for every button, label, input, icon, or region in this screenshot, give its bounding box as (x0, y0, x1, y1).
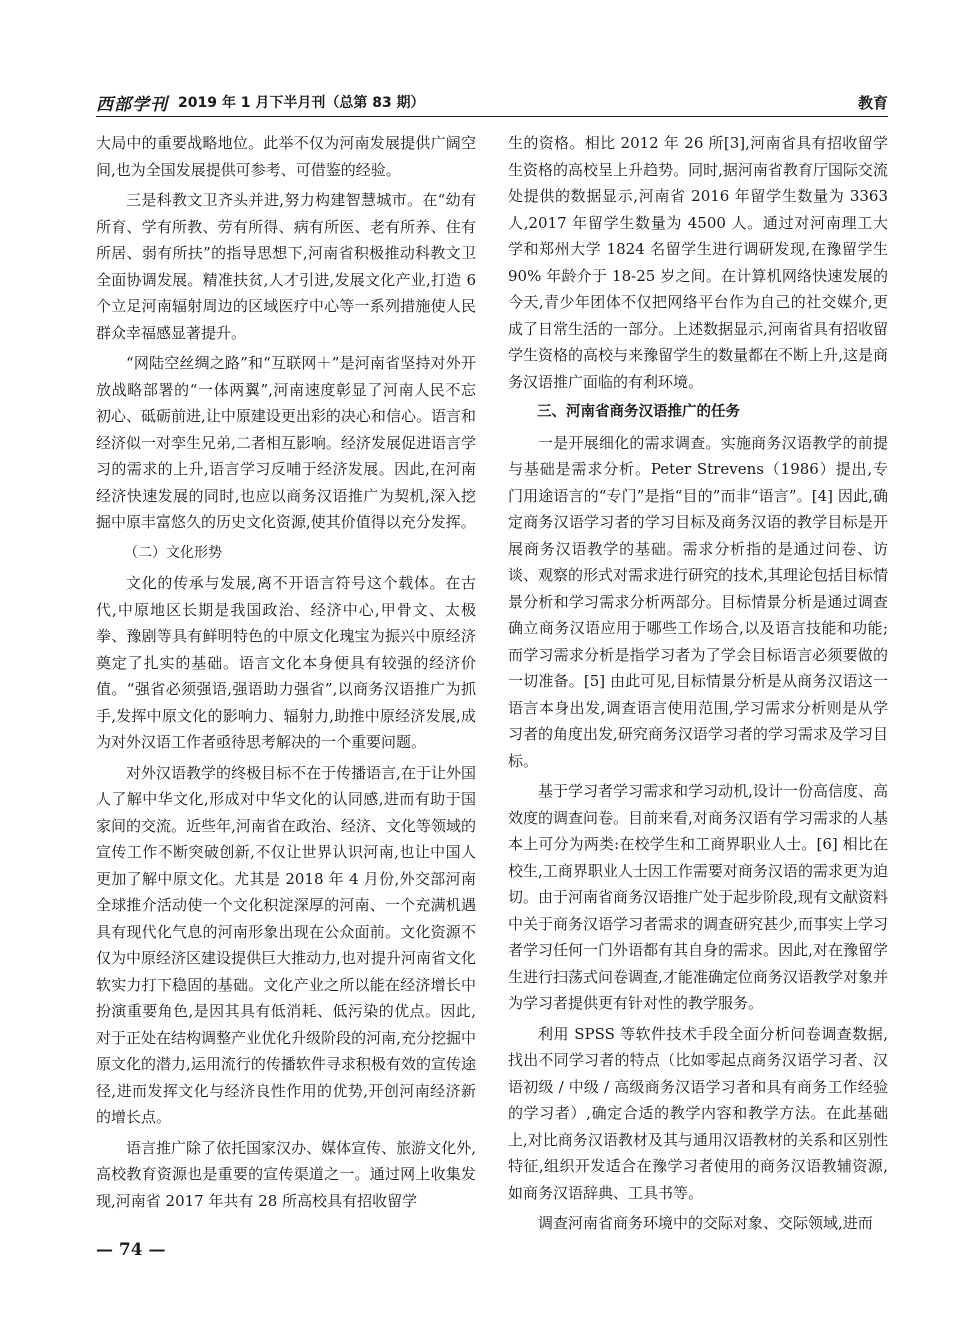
paragraph: “网陆空丝绸之路”和“互联网＋”是河南省坚持对外开放战略部署的“一体两翼”,河南速度彰显了河南人民不忘初心、砥砺前进,让中原建设更出彩的决心和信心。语言和经济似一对孪生兄弟,二者相互影响。经济发展促进语言学习的需求的上升,语言学习反哺于经济发展。因此,在河南经济快速发展的同时,也应以商务汉语推广为契机,深入挖掘中原丰富悠久的历史文化资源,使其价值得以充分发挥。 (96, 354, 476, 531)
paragraph: 调查河南省商务环境中的交际对象、交际领域,进而 (538, 1214, 873, 1232)
paragraph: 文化的传承与发展,离不开语言符号这个载体。在古代,中原地区长期是我国政治、经济中心,甲骨文、太极拳、豫剧等具有鲜明特色的中原文化瑰宝为振兴中原经济奠定了扎实的基础。语言文化本身便具有较强的经济价值。“强省必须强语,强语助力强省”,以商务汉语推广为抓手,发挥中原文化的影响力、辐射力,助推中原经济发展,成为对外汉语工作者亟待思考解决的一个重要问题。 (96, 574, 476, 751)
paragraph: 语言推广除了依托国家汉办、媒体宣传、旅游文化外,高校教育资源也是重要的宣传渠道之一。通过网上收集发现,河南省 2017 年共有 28 所高校具有招收留学 (96, 1138, 476, 1210)
page-number: — 74 — (96, 1240, 166, 1260)
paragraph: 一是开展细化的需求调查。实施商务汉语教学的前提与基础是需求分析。Peter Strevens（1986）提出,专门用途语言的“专门”是指“目的”而非“语言”。[4] 因此,确定商务汉语学习者的学习目标及商务汉语的教学目标是开展商务汉语教学的基础。需求分析指的是通过问卷、访谈、观察的形式对需求进行研究的技术,其理论包括目标情景分析和学习需求分析两部分。目标情景分析是通过调查确立商务汉语应用于哪些工作场合,以及语言技能和功能;而学习需求分析是指学习者为了学会目标语言必须要做的一切准备。[5] 由此可见,目标情景分析是从商务汉语这一语言本身出发,调查语言使用范围,学习需求分析则是从学习者的角度出发,研究商务汉语学习者的学习需求及学习目标。 (508, 433, 888, 770)
issue-info: 2019 年 1 月下半月刊（总第 83 期） (178, 95, 425, 111)
paragraph: 基于学习者学习需求和学习动机,设计一份高信度、高效度的调查问卷。目前来看,对商务汉语有学习需求的人基本上可分为两类:在校学生和工商界职业人士。[6] 相比在校生,工商界职业人士因工作需要对商务汉语的需求更为迫切。由于河南省商务汉语推广处于起步阶段,现有文献资料中关于商务汉语学习者需求的调查研究甚少,而事实上学习者学习任何一门外语都有其自身的需求。因此,对在豫留学生进行扫荡式问卷调查,才能准确定位商务汉语教学对象并为学习者提供更有针对性的教学服务。 (508, 782, 888, 1012)
journal-logo: 西部学刊 (96, 95, 168, 115)
paragraph: 三是科教文卫齐头并进,努力构建智慧城市。在“幼有所育、学有所教、劳有所得、病有所医、老有所养、住有所居、弱有所扶”的指导思想下,河南省积极推动科教文卫全面协调发展。精准扶贫,人才引进,发展文化产业,打造 6 个立足河南辐射周边的区域医疗中心等一系列措施使人民群众幸福感显著提升。 (96, 191, 476, 342)
right-column (508, 130, 888, 1237)
paragraph: 利用 SPSS 等软件技术手段全面分析问卷调查数据,找出不同学习者的特点（比如零起点商务汉语学习者、汉语初级 / 中级 / 高级商务汉语学习者和具有商务工作经验的学习者）,确定合适的教学内容和教学方法。在此基础上,对比商务汉语教材及其与通用汉语教材的关系和区别性特征,组织开发适合在豫学习者使用的商务汉语教辅资源,如商务汉语辞典、工具书等。 (508, 1024, 888, 1202)
paragraph: 生的资格。相比 2012 年 26 所[3],河南省具有招收留学生资格的高校呈上升趋势。同时,据河南省教育厅国际交流处提供的数据显示,河南省 2016 年留学生数量为 3363 人,2017 年留学生数量为 4500 人。通过对河南理工大学和郑州大学 1824 名留学生进行调研发现,在豫留学生 90% 年龄介于 18-25 岁之间。在计算机网络快速发展的今天,青少年团体不仅把网络平台作为自己的社交媒介,更成了日常生活的一部分。上述数据显示,河南省具有招收留学生资格的高校与来豫留学生的数量都在不断上升,这是商务汉语推广面临的有利环境。 (508, 134, 888, 391)
paragraph: 对外汉语教学的终极目标不在于传播语言,在于让外国人了解中华文化,形成对中华文化的认同感,进而有助于国家间的交流。近些年,河南省在政治、经济、文化等领域的宣传工作不断突破创新,不仅让世界认识河南,也让中国人更加了解中原文化。尤其是 2018 年 4 月份,外交部河南全球推介活动使一个文化积淀深厚的河南、一个充满机遇具有现代化气息的河南形象出现在公众面前。文化资源不仅为中原经济区建设提供巨大推动力,也对提升河南省文化软实力打下稳固的基础。文化产业之所以能在经济增长中扮演重要角色,是因其具有低消耗、低污染的优点。因此,对于正处在结构调整产业优化升级阶段的河南,充分挖掘中原文化的潜力,运用流行的传播软件寻求积极有效的宣传途径,进而发挥文化与经济良性作用的优势,开创河南经济新的增长点。 (96, 763, 476, 1126)
section-label: 教育 (857, 94, 888, 112)
paragraph: 大局中的重要战略地位。此举不仅为河南发展提供广阔空间,也为全国发展提供可参考、可借鉴的经验。 (96, 134, 476, 179)
running-header (96, 86, 888, 117)
subsection-heading: （二）文化形势 (124, 544, 222, 561)
left-column (96, 130, 476, 1214)
section-heading: 三、河南省商务汉语推广的任务 (537, 404, 740, 420)
